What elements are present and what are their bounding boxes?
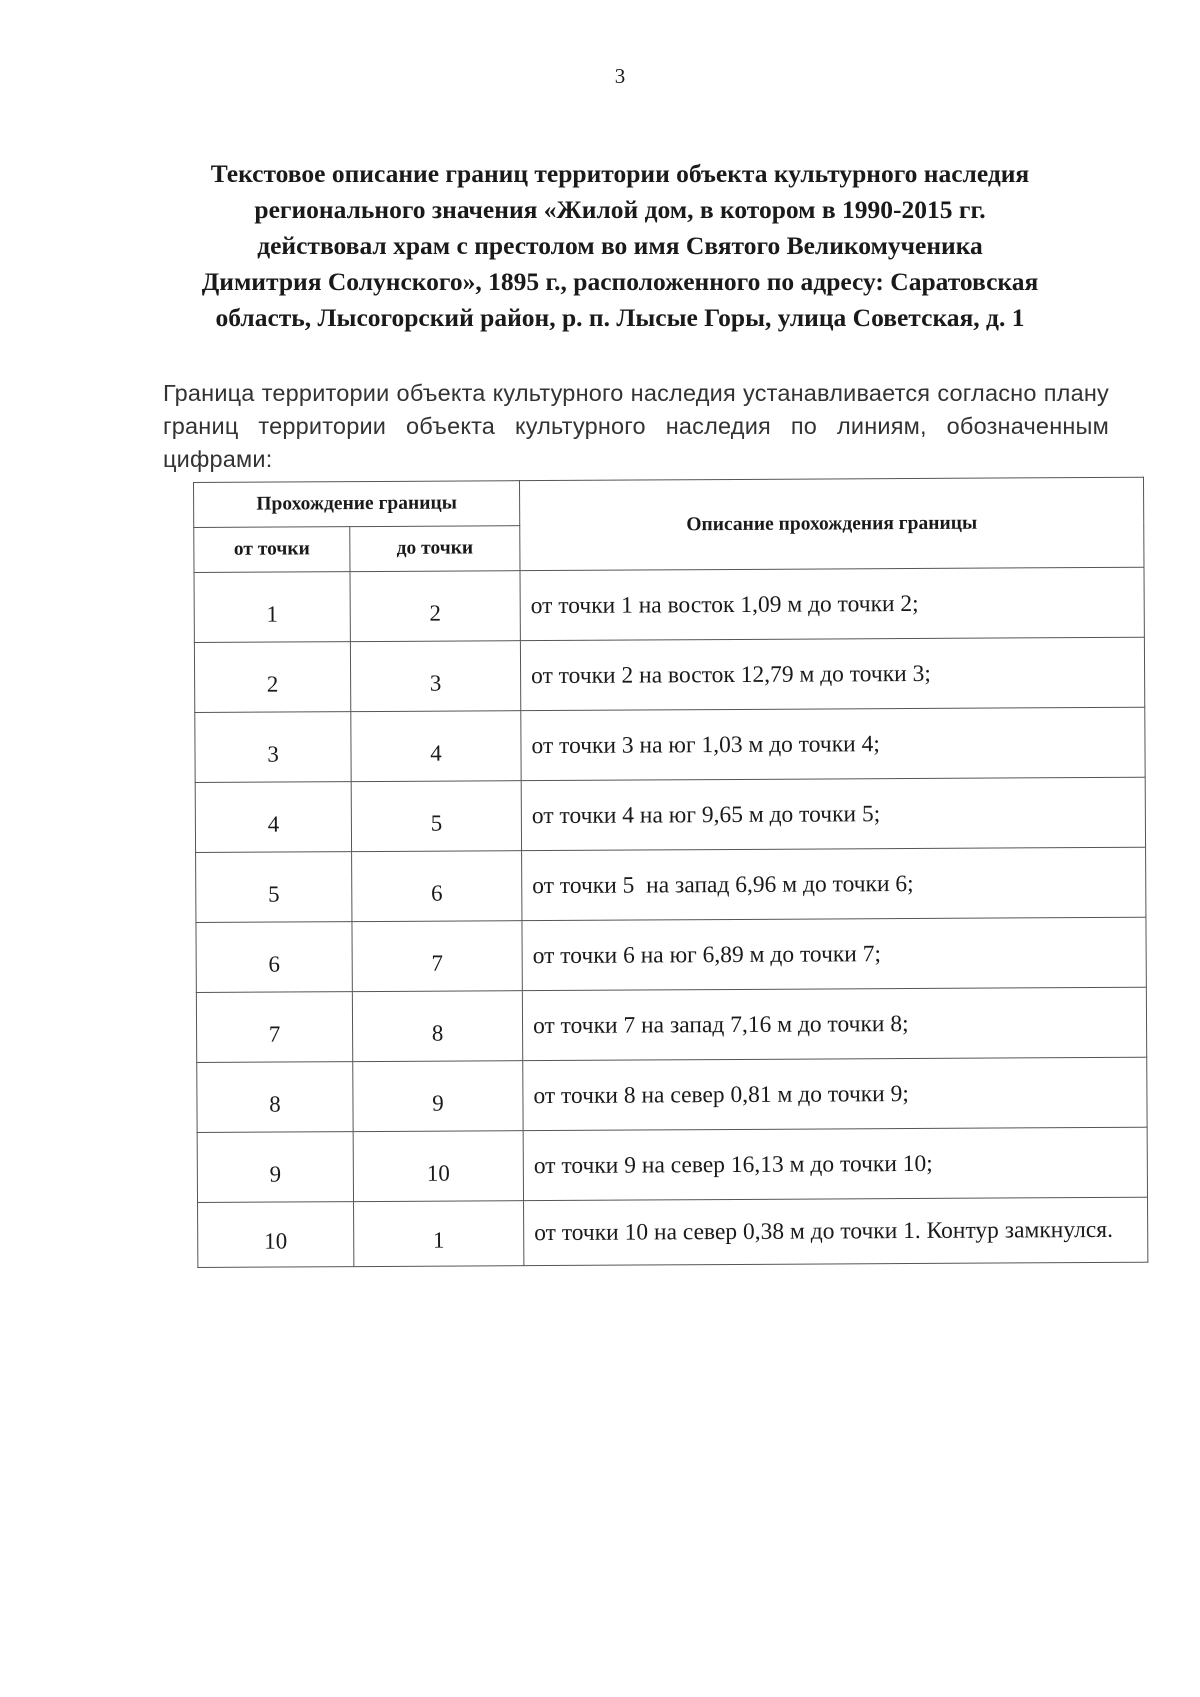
description-cell: от точки 4 на юг 9,65 м до точки 5; [521,777,1145,850]
to-cell: 7 [352,921,522,992]
table-row [195,777,1145,852]
title-line: Текстовое описание границ территории объекта культурного наследия [210,159,1030,188]
to-cell: 1 [354,1201,524,1267]
table-row [198,1197,1148,1267]
to-cell: 8 [352,991,522,1062]
table-row [197,1127,1147,1202]
title-line: регионального значения «Жилой дом, в котором в 1990-2015 гг. [254,195,986,224]
table-row [196,917,1146,992]
from-cell: 3 [195,712,351,783]
from-cell: 2 [194,642,350,713]
to-cell: 10 [353,1131,523,1202]
from-cell: 1 [194,572,350,643]
description-cell: от точки 1 на восток 1,09 м до точки 2; [520,567,1144,640]
title-line: область, Лысогорский район, р. п. Лысые Горы, улица Советская, д. 1 [215,303,1025,332]
table-row [195,707,1145,782]
description-cell: от точки 6 на юг 6,89 м до точки 7; [522,917,1146,990]
to-cell: 9 [353,1061,523,1132]
to-cell: 3 [350,641,520,712]
table-row [194,567,1144,642]
description-cell: от точки 5 на запад 6,96 м до точки 6; [522,847,1146,920]
document-title [120,156,1120,336]
to-cell: 2 [350,571,520,642]
description-cell: от точки 3 на юг 1,03 м до точки 4; [521,707,1145,780]
from-cell: 9 [197,1132,353,1203]
description-header: Описание прохождения границы [519,477,1143,570]
title-line: действовал храм с престолом во имя Святого Великомученика [257,231,983,260]
from-cell: 5 [196,852,352,923]
description-cell: от точки 10 на север 0,38 м до точки 1. Контур замкнулся. [524,1197,1148,1265]
boundary-table [193,477,1148,1268]
from-cell: 6 [196,922,352,993]
from-cell: 10 [198,1202,354,1268]
table-row [197,1057,1147,1132]
description-cell: от точки 2 на восток 12,79 м до точки 3; [520,637,1144,710]
from-cell: 7 [196,992,352,1063]
to-header: до точки [350,526,520,572]
description-cell: от точки 7 на запад 7,16 м до точки 8; [522,987,1146,1060]
page-number: 3 [614,64,626,88]
intro-paragraph: Граница территории объекта культурного наследия устанавливается согласно плану границ территории объекта культурного наследия по линиям, обозначенным цифрами: [163,379,1109,472]
from-cell: 4 [195,782,351,853]
description-cell: от точки 8 на север 0,81 м до точки 9; [523,1057,1147,1130]
from-header: от точки [194,527,350,573]
group-header: Прохождение границы [194,481,520,528]
title-line: Димитрия Солунского», 1895 г., расположенного по адресу: Саратовская [201,267,1039,296]
table-row [194,637,1144,712]
from-cell: 8 [197,1062,353,1133]
to-cell: 4 [351,711,521,782]
to-cell: 6 [352,851,522,922]
table-row [196,987,1146,1062]
to-cell: 5 [351,781,521,852]
description-cell: от точки 9 на север 16,13 м до точки 10; [523,1127,1147,1200]
table-row [196,847,1146,922]
